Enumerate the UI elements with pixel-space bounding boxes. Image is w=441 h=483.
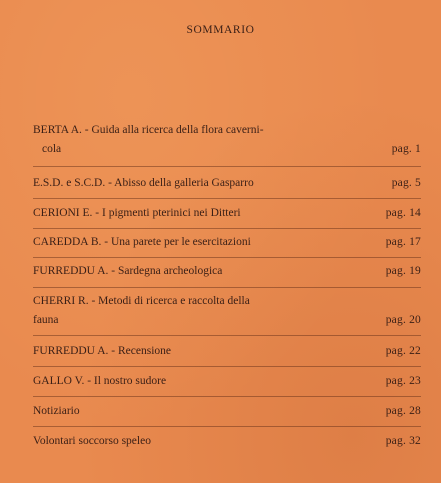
entry-line: CAREDDA B. - Una parete per le esercitazioni xyxy=(33,236,251,248)
toc-entry-volontari xyxy=(33,432,421,451)
divider xyxy=(33,198,421,199)
page-number: pag. 28 xyxy=(385,405,421,417)
page-number: pag. 5 xyxy=(391,177,421,189)
entry-line-continued xyxy=(33,140,421,159)
divider xyxy=(33,228,421,229)
entry-line: GALLO V. - Il nostro sudore xyxy=(33,375,167,387)
divider xyxy=(33,426,421,427)
page-number: pag. 23 xyxy=(385,375,421,387)
entry-line-text: fauna xyxy=(33,314,59,326)
entry-line-container xyxy=(33,174,421,193)
toc-entry-cherri xyxy=(33,292,421,330)
entry-line-continued xyxy=(33,311,421,330)
divider xyxy=(33,396,421,397)
page-number: pag. 32 xyxy=(385,435,421,447)
entry-line: Volontari soccorso speleo xyxy=(33,435,151,447)
toc-entry-gallo xyxy=(33,372,421,391)
page-number: pag. 17 xyxy=(385,236,421,248)
entry-line-container xyxy=(33,342,421,361)
page-title: SOMMARIO xyxy=(186,24,255,36)
toc-entry-furreddu-sardegna xyxy=(33,262,421,281)
entry-line-container xyxy=(33,233,421,252)
entry-line: E.S.D. e S.C.D. - Abisso della galleria Gasparro xyxy=(33,177,254,189)
toc-entry-cerioni xyxy=(33,204,421,223)
entry-line-container xyxy=(33,432,421,451)
page-number: pag. 19 xyxy=(385,265,421,277)
toc-entry-notiziario xyxy=(33,402,421,421)
entry-line: FURREDDU A. - Recensione xyxy=(33,345,171,357)
entry-line-text: cola xyxy=(42,143,62,155)
entry-line: Notiziario xyxy=(33,405,80,417)
entry-line-container xyxy=(33,204,421,223)
toc-entry-berta xyxy=(33,121,421,159)
entry-line-container xyxy=(33,402,421,421)
divider xyxy=(33,335,421,336)
entry-line-container xyxy=(33,262,421,281)
divider xyxy=(33,287,421,288)
page-number: pag. 14 xyxy=(385,207,421,219)
divider xyxy=(33,366,421,367)
entry-line: CERIONI E. - I pigmenti pterinici nei Ditteri xyxy=(33,207,241,219)
page-number: pag. 22 xyxy=(385,345,421,357)
toc-entry-caredda xyxy=(33,233,421,252)
divider xyxy=(33,166,421,167)
entry-line: CHERRI R. - Metodi di ricerca e raccolta della xyxy=(33,295,250,307)
divider xyxy=(33,257,421,258)
toc-entry-esd xyxy=(33,174,421,193)
entry-line-container xyxy=(33,372,421,391)
page-number: pag. 1 xyxy=(391,143,421,155)
entry-line: BERTA A. - Guida alla ricerca della flora caverni- xyxy=(33,124,264,136)
page-number: pag. 20 xyxy=(385,314,421,326)
entry-line: FURREDDU A. - Sardegna archeologica xyxy=(33,265,223,277)
toc-entry-furreddu-recensione xyxy=(33,342,421,361)
